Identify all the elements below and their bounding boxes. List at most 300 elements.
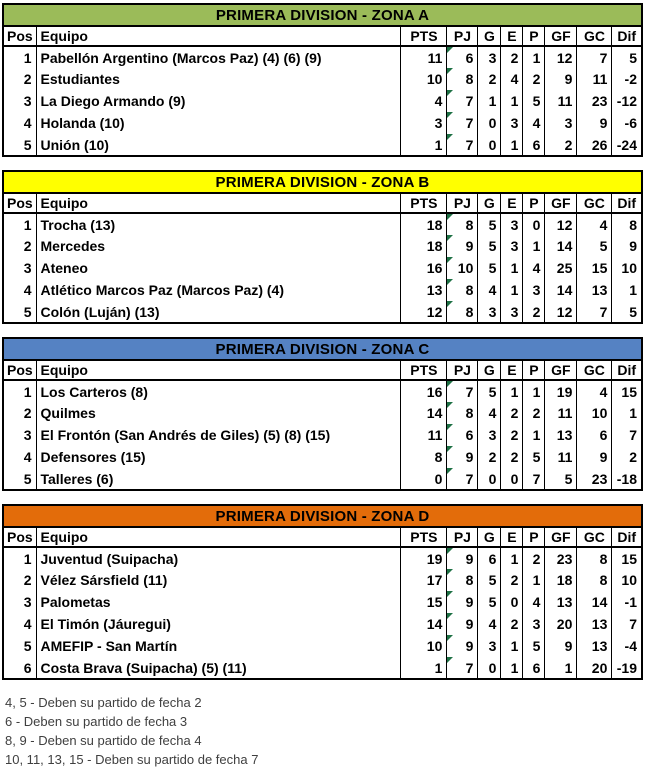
p-cell: 1 (523, 235, 545, 257)
gf-cell: 20 (545, 613, 577, 635)
g-cell: 6 (478, 547, 501, 569)
dif-cell: 5 (612, 301, 642, 323)
p-cell: 1 (523, 46, 545, 68)
gc-cell: 20 (577, 657, 612, 679)
pj-cell: 7 (447, 380, 478, 402)
pts-cell: 10 (401, 68, 447, 90)
pts-cell: 10 (401, 635, 447, 657)
standings-row (3, 468, 642, 490)
zone-b-table (2, 170, 643, 324)
pj-cell: 9 (447, 446, 478, 468)
pj-cell: 8 (447, 213, 478, 235)
standings-row (3, 90, 642, 112)
pts-cell: 17 (401, 569, 447, 591)
pts-cell: 0 (401, 468, 447, 490)
standings-row (3, 446, 642, 468)
pos-cell: 6 (3, 657, 36, 679)
dif-cell: -24 (612, 134, 642, 156)
gf-cell: 5 (545, 468, 577, 490)
pos-cell: 5 (3, 134, 36, 156)
gf-cell: 19 (545, 380, 577, 402)
gf-cell: 11 (545, 90, 577, 112)
zone-c-title: PRIMERA DIVISION - ZONA C (3, 338, 642, 360)
gc-cell: 23 (577, 90, 612, 112)
formula-flag-icon (447, 134, 453, 140)
zone-b-header-row (3, 193, 642, 213)
footnote-line: 4, 5 - Deben su partido de fecha 2 (5, 695, 202, 710)
pts-cell: 14 (401, 402, 447, 424)
formula-flag-icon (447, 468, 453, 474)
pj-cell: 8 (447, 301, 478, 323)
g-cell: 5 (478, 569, 501, 591)
e-cell: 3 (501, 112, 523, 134)
zone-b-title: PRIMERA DIVISION - ZONA B (3, 171, 642, 193)
dif-cell: -19 (612, 657, 642, 679)
team-name-cell: Pabellón Argentino (Marcos Paz) (4) (6) (9) (36, 46, 401, 68)
dif-cell: 1 (612, 402, 642, 424)
zone-d-header-row (3, 527, 642, 547)
zone-a-title-row (3, 4, 642, 26)
e-cell: 3 (501, 301, 523, 323)
e-cell: 2 (501, 424, 523, 446)
formula-flag-icon (447, 446, 453, 452)
pos-cell: 2 (3, 569, 36, 591)
p-cell: 0 (523, 213, 545, 235)
pts-cell: 19 (401, 547, 447, 569)
gc-cell: 8 (577, 569, 612, 591)
dif-cell: 7 (612, 424, 642, 446)
pts-cell: 1 (401, 657, 447, 679)
pos-cell: 3 (3, 424, 36, 446)
team-name-cell: Atlético Marcos Paz (Marcos Paz) (4) (36, 279, 401, 301)
gc-cell: 4 (577, 213, 612, 235)
formula-flag-icon (447, 90, 453, 96)
dif-cell: 9 (612, 235, 642, 257)
g-cell: 5 (478, 380, 501, 402)
header-dif: Dif (612, 360, 642, 380)
header-pts: PTS (401, 527, 447, 547)
header-pts: PTS (401, 360, 447, 380)
header-g: G (478, 527, 501, 547)
gf-cell: 11 (545, 402, 577, 424)
header-equipo: Equipo (36, 360, 401, 380)
pos-cell: 1 (3, 46, 36, 68)
pts-cell: 13 (401, 279, 447, 301)
pos-cell: 2 (3, 68, 36, 90)
dif-cell: 10 (612, 257, 642, 279)
pj-cell: 8 (447, 569, 478, 591)
g-cell: 5 (478, 591, 501, 613)
formula-flag-icon (447, 235, 453, 241)
pts-cell: 1 (401, 134, 447, 156)
pj-cell: 9 (447, 591, 478, 613)
pj-cell: 8 (447, 279, 478, 301)
pos-cell: 4 (3, 613, 36, 635)
gc-cell: 7 (577, 46, 612, 68)
header-pts: PTS (401, 193, 447, 213)
gc-cell: 23 (577, 468, 612, 490)
e-cell: 2 (501, 569, 523, 591)
team-name-cell: Trocha (13) (36, 213, 401, 235)
header-pos: Pos (3, 360, 36, 380)
standings-row (3, 569, 642, 591)
dif-cell: -2 (612, 68, 642, 90)
formula-flag-icon (447, 402, 453, 408)
gf-cell: 18 (545, 569, 577, 591)
footnote-line: 6 - Deben su partido de fecha 3 (5, 714, 188, 729)
standings-row (3, 68, 642, 90)
e-cell: 2 (501, 446, 523, 468)
team-name-cell: El Timón (Jáuregui) (36, 613, 401, 635)
p-cell: 2 (523, 547, 545, 569)
dif-cell: 7 (612, 613, 642, 635)
standings-row (3, 112, 642, 134)
g-cell: 2 (478, 446, 501, 468)
gf-cell: 12 (545, 46, 577, 68)
gc-cell: 13 (577, 279, 612, 301)
pos-cell: 1 (3, 547, 36, 569)
g-cell: 3 (478, 46, 501, 68)
e-cell: 0 (501, 468, 523, 490)
p-cell: 2 (523, 402, 545, 424)
header-g: G (478, 360, 501, 380)
g-cell: 3 (478, 424, 501, 446)
pts-cell: 18 (401, 213, 447, 235)
team-name-cell: Quilmes (36, 402, 401, 424)
zone-a-header-row (3, 26, 642, 46)
pj-cell: 7 (447, 468, 478, 490)
formula-flag-icon (447, 47, 453, 53)
p-cell: 2 (523, 301, 545, 323)
g-cell: 3 (478, 301, 501, 323)
zone-c-table (2, 337, 643, 491)
standings-row (3, 279, 642, 301)
team-name-cell: La Diego Armando (9) (36, 90, 401, 112)
pts-cell: 16 (401, 380, 447, 402)
gc-cell: 8 (577, 547, 612, 569)
header-dif: Dif (612, 527, 642, 547)
formula-flag-icon (447, 569, 453, 575)
header-equipo: Equipo (36, 193, 401, 213)
standings-row (3, 134, 642, 156)
gf-cell: 25 (545, 257, 577, 279)
g-cell: 2 (478, 68, 501, 90)
team-name-cell: Estudiantes (36, 68, 401, 90)
pos-cell: 5 (3, 468, 36, 490)
team-name-cell: Costa Brava (Suipacha) (5) (11) (36, 657, 401, 679)
e-cell: 2 (501, 613, 523, 635)
pts-cell: 18 (401, 235, 447, 257)
p-cell: 3 (523, 613, 545, 635)
gf-cell: 23 (545, 547, 577, 569)
zone-d-title: PRIMERA DIVISION - ZONA D (3, 505, 642, 527)
standings-row (3, 301, 642, 323)
pj-cell: 8 (447, 402, 478, 424)
gc-cell: 10 (577, 402, 612, 424)
team-name-cell: Unión (10) (36, 134, 401, 156)
header-pj: PJ (447, 527, 478, 547)
standings-row (3, 613, 642, 635)
gf-cell: 9 (545, 635, 577, 657)
header-gc: GC (577, 193, 612, 213)
formula-flag-icon (447, 424, 453, 430)
standings-row (3, 257, 642, 279)
gc-cell: 9 (577, 446, 612, 468)
dif-cell: -18 (612, 468, 642, 490)
header-g: G (478, 193, 501, 213)
p-cell: 5 (523, 446, 545, 468)
header-g: G (478, 26, 501, 46)
pts-cell: 16 (401, 257, 447, 279)
gc-cell: 11 (577, 68, 612, 90)
g-cell: 4 (478, 613, 501, 635)
p-cell: 5 (523, 90, 545, 112)
gf-cell: 9 (545, 68, 577, 90)
g-cell: 4 (478, 402, 501, 424)
formula-flag-icon (447, 548, 453, 554)
header-dif: Dif (612, 193, 642, 213)
pos-cell: 4 (3, 112, 36, 134)
p-cell: 1 (523, 380, 545, 402)
footnotes (5, 693, 644, 769)
header-e: E (501, 360, 523, 380)
gc-cell: 6 (577, 424, 612, 446)
formula-flag-icon (447, 613, 453, 619)
dif-cell: 10 (612, 569, 642, 591)
team-name-cell: Holanda (10) (36, 112, 401, 134)
pts-cell: 14 (401, 613, 447, 635)
e-cell: 2 (501, 46, 523, 68)
pts-cell: 4 (401, 90, 447, 112)
team-name-cell: AMEFIP - San Martín (36, 635, 401, 657)
p-cell: 7 (523, 468, 545, 490)
p-cell: 6 (523, 134, 545, 156)
e-cell: 1 (501, 547, 523, 569)
e-cell: 1 (501, 657, 523, 679)
header-pj: PJ (447, 193, 478, 213)
standings-row (3, 46, 642, 68)
pts-cell: 11 (401, 424, 447, 446)
header-e: E (501, 26, 523, 46)
gf-cell: 2 (545, 134, 577, 156)
pos-cell: 1 (3, 380, 36, 402)
gf-cell: 14 (545, 279, 577, 301)
team-name-cell: El Frontón (San Andrés de Giles) (5) (8) (15) (36, 424, 401, 446)
header-pos: Pos (3, 193, 36, 213)
standings-row (3, 402, 642, 424)
dif-cell: 2 (612, 446, 642, 468)
standings-row (3, 213, 642, 235)
gf-cell: 12 (545, 301, 577, 323)
zone-b-title-row (3, 171, 642, 193)
header-e: E (501, 527, 523, 547)
standings-row (3, 380, 642, 402)
gf-cell: 14 (545, 235, 577, 257)
gf-cell: 11 (545, 446, 577, 468)
pts-cell: 12 (401, 301, 447, 323)
p-cell: 4 (523, 112, 545, 134)
e-cell: 1 (501, 380, 523, 402)
gc-cell: 7 (577, 301, 612, 323)
standings-row (3, 657, 642, 679)
gc-cell: 5 (577, 235, 612, 257)
gc-cell: 13 (577, 613, 612, 635)
formula-flag-icon (447, 657, 453, 663)
pos-cell: 5 (3, 301, 36, 323)
header-gf: GF (545, 527, 577, 547)
team-name-cell: Palometas (36, 591, 401, 613)
dif-cell: 15 (612, 547, 642, 569)
pts-cell: 3 (401, 112, 447, 134)
pos-cell: 3 (3, 591, 36, 613)
team-name-cell: Colón (Luján) (13) (36, 301, 401, 323)
e-cell: 3 (501, 213, 523, 235)
header-p: P (523, 193, 545, 213)
p-cell: 1 (523, 569, 545, 591)
formula-flag-icon (447, 591, 453, 597)
pj-cell: 9 (447, 547, 478, 569)
formula-flag-icon (447, 301, 453, 307)
zone-a-table (2, 3, 643, 157)
dif-cell: 15 (612, 380, 642, 402)
gf-cell: 13 (545, 591, 577, 613)
gf-cell: 12 (545, 213, 577, 235)
pts-cell: 11 (401, 46, 447, 68)
team-name-cell: Vélez Sársfield (11) (36, 569, 401, 591)
gc-cell: 13 (577, 635, 612, 657)
pj-cell: 8 (447, 68, 478, 90)
p-cell: 3 (523, 279, 545, 301)
e-cell: 2 (501, 402, 523, 424)
header-p: P (523, 360, 545, 380)
standings-row (3, 547, 642, 569)
pos-cell: 2 (3, 402, 36, 424)
pos-cell: 4 (3, 446, 36, 468)
pj-cell: 7 (447, 134, 478, 156)
formula-flag-icon (447, 68, 453, 74)
formula-flag-icon (447, 279, 453, 285)
gc-cell: 9 (577, 112, 612, 134)
header-e: E (501, 193, 523, 213)
dif-cell: 5 (612, 46, 642, 68)
header-pos: Pos (3, 527, 36, 547)
pts-cell: 15 (401, 591, 447, 613)
header-gc: GC (577, 527, 612, 547)
p-cell: 1 (523, 424, 545, 446)
pj-cell: 6 (447, 46, 478, 68)
gc-cell: 4 (577, 380, 612, 402)
zone-d-table (2, 504, 643, 680)
team-name-cell: Defensores (15) (36, 446, 401, 468)
standings-row (3, 591, 642, 613)
e-cell: 4 (501, 68, 523, 90)
header-pj: PJ (447, 360, 478, 380)
standings-row (3, 424, 642, 446)
header-gc: GC (577, 360, 612, 380)
e-cell: 1 (501, 134, 523, 156)
dif-cell: -6 (612, 112, 642, 134)
standings-row (3, 235, 642, 257)
p-cell: 5 (523, 635, 545, 657)
header-gf: GF (545, 360, 577, 380)
pos-cell: 5 (3, 635, 36, 657)
team-name-cell: Juventud (Suipacha) (36, 547, 401, 569)
g-cell: 5 (478, 235, 501, 257)
formula-flag-icon (447, 257, 453, 263)
e-cell: 3 (501, 235, 523, 257)
g-cell: 0 (478, 134, 501, 156)
p-cell: 6 (523, 657, 545, 679)
formula-flag-icon (447, 112, 453, 118)
e-cell: 0 (501, 591, 523, 613)
header-p: P (523, 26, 545, 46)
gc-cell: 14 (577, 591, 612, 613)
g-cell: 4 (478, 279, 501, 301)
footnote-line: 8, 9 - Deben su partido de fecha 4 (5, 733, 202, 748)
pj-cell: 7 (447, 112, 478, 134)
header-gc: GC (577, 26, 612, 46)
team-name-cell: Ateneo (36, 257, 401, 279)
team-name-cell: Talleres (6) (36, 468, 401, 490)
footnote-line: 10, 11, 13, 15 - Deben su partido de fecha 7 (5, 752, 259, 767)
team-name-cell: Los Carteros (8) (36, 380, 401, 402)
formula-flag-icon (447, 214, 453, 220)
pos-cell: 1 (3, 213, 36, 235)
formula-flag-icon (447, 635, 453, 641)
pos-cell: 4 (3, 279, 36, 301)
e-cell: 1 (501, 90, 523, 112)
header-gf: GF (545, 193, 577, 213)
g-cell: 0 (478, 657, 501, 679)
team-name-cell: Mercedes (36, 235, 401, 257)
gf-cell: 3 (545, 112, 577, 134)
g-cell: 0 (478, 468, 501, 490)
header-pos: Pos (3, 26, 36, 46)
dif-cell: -4 (612, 635, 642, 657)
g-cell: 3 (478, 635, 501, 657)
pts-cell: 8 (401, 446, 447, 468)
header-dif: Dif (612, 26, 642, 46)
dif-cell: 8 (612, 213, 642, 235)
g-cell: 5 (478, 257, 501, 279)
pj-cell: 9 (447, 635, 478, 657)
header-pj: PJ (447, 26, 478, 46)
pj-cell: 6 (447, 424, 478, 446)
dif-cell: -1 (612, 591, 642, 613)
pos-cell: 3 (3, 257, 36, 279)
g-cell: 5 (478, 213, 501, 235)
pj-cell: 7 (447, 90, 478, 112)
gf-cell: 13 (545, 424, 577, 446)
standings-row (3, 635, 642, 657)
e-cell: 1 (501, 279, 523, 301)
zone-a-title: PRIMERA DIVISION - ZONA A (3, 4, 642, 26)
header-p: P (523, 527, 545, 547)
header-equipo: Equipo (36, 527, 401, 547)
pos-cell: 3 (3, 90, 36, 112)
zone-d-title-row (3, 505, 642, 527)
p-cell: 4 (523, 257, 545, 279)
e-cell: 1 (501, 257, 523, 279)
pj-cell: 9 (447, 613, 478, 635)
formula-flag-icon (447, 381, 453, 387)
gc-cell: 26 (577, 134, 612, 156)
header-equipo: Equipo (36, 26, 401, 46)
e-cell: 1 (501, 635, 523, 657)
pj-cell: 10 (447, 257, 478, 279)
dif-cell: -12 (612, 90, 642, 112)
zone-c-header-row (3, 360, 642, 380)
